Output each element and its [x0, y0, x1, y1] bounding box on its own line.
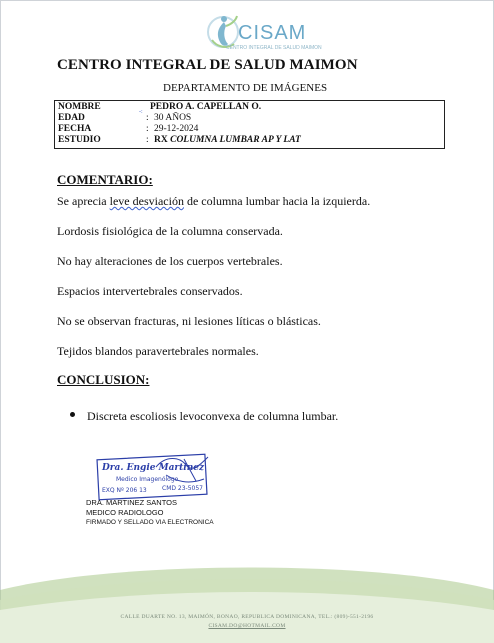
comment-line-2: Lordosis fisiológica de la columna conservada. [57, 224, 283, 238]
age-value: 30 AÑOS [154, 113, 192, 123]
date-label: FECHA [58, 124, 92, 134]
logo-text: CISAM [238, 22, 307, 44]
study-colon: : [146, 135, 149, 145]
comment-line-6: Tejidos blandos paravertebrales normales. [57, 344, 259, 358]
comment-line-5: No se observan fracturas, ni lesiones líticas o blásticas. [57, 314, 321, 328]
clinic-logo [200, 12, 322, 56]
date-colon: : [146, 124, 149, 134]
name-value: PEDRO A. CAPELLAN O. [150, 102, 262, 112]
comment-line-1 [57, 194, 370, 209]
study-label: ESTUDIO [58, 135, 101, 145]
name-label: NOMBRE [58, 102, 101, 112]
comment-line-3: No hay alteraciones de los cuerpos vertebrales. [57, 254, 283, 268]
doctor-stamp [96, 451, 214, 501]
clinic-name: CENTRO INTEGRAL DE SALUD MAIMON [57, 57, 358, 73]
comment-line-1-pre: Se aprecia [57, 194, 107, 208]
study-name: COLUMNA LUMBAR AP Y LAT [170, 135, 301, 145]
comment-line-4: Espacios intervertebrales conservados. [57, 284, 243, 298]
signature-note: FIRMADO Y SELLADO VIA ELECTRONICA [86, 519, 214, 526]
stamp-name: Dra. Engie Martinez [102, 463, 205, 473]
spellcheck-mark: -: [139, 109, 143, 115]
comment-heading: COMENTARIO: [57, 172, 153, 187]
conclusion-heading: CONCLUSION: [57, 372, 150, 387]
patient-info-box [54, 100, 445, 149]
conclusion-item: Discreta escoliosis levoconvexa de columna lumbar. [87, 409, 339, 423]
logo-subtext: CENTRO INTEGRAL DE SALUD MAIMON [226, 45, 322, 51]
study-value [154, 135, 301, 146]
study-prefix: RX [154, 135, 168, 145]
footer-address: CALLE DUARTE NO. 13, MAIMÓN, BONAO, REPUBLICA DOMINICANA, TEL.: (809)-551-2196 [120, 614, 374, 620]
comment-line-1-post: de columna lumbar hacia la izquierda. [186, 194, 371, 208]
bullet-icon [70, 412, 75, 417]
stamp-role: Medico Imagenólogo [116, 476, 179, 483]
footer-wave [0, 560, 494, 643]
doctor-name: DRA. MARTINEZ SANTOS [86, 498, 177, 507]
age-colon: : [146, 113, 149, 123]
date-value: 29-12-2024 [154, 124, 199, 134]
comment-line-1-flagged: leve desviación [109, 194, 184, 208]
stamp-exq: EXQ Nº 206 13 [102, 487, 147, 494]
department-name: DEPARTAMENTO DE IMÁGENES [163, 82, 328, 94]
footer-email[interactable]: CISAM.DO@HOTMAIL.COM [208, 623, 286, 629]
doctor-role: MEDICO RADIOLOGO [86, 508, 164, 517]
age-label: EDAD [58, 113, 85, 123]
stamp-cmd: CMD 23-5057 [162, 485, 203, 492]
